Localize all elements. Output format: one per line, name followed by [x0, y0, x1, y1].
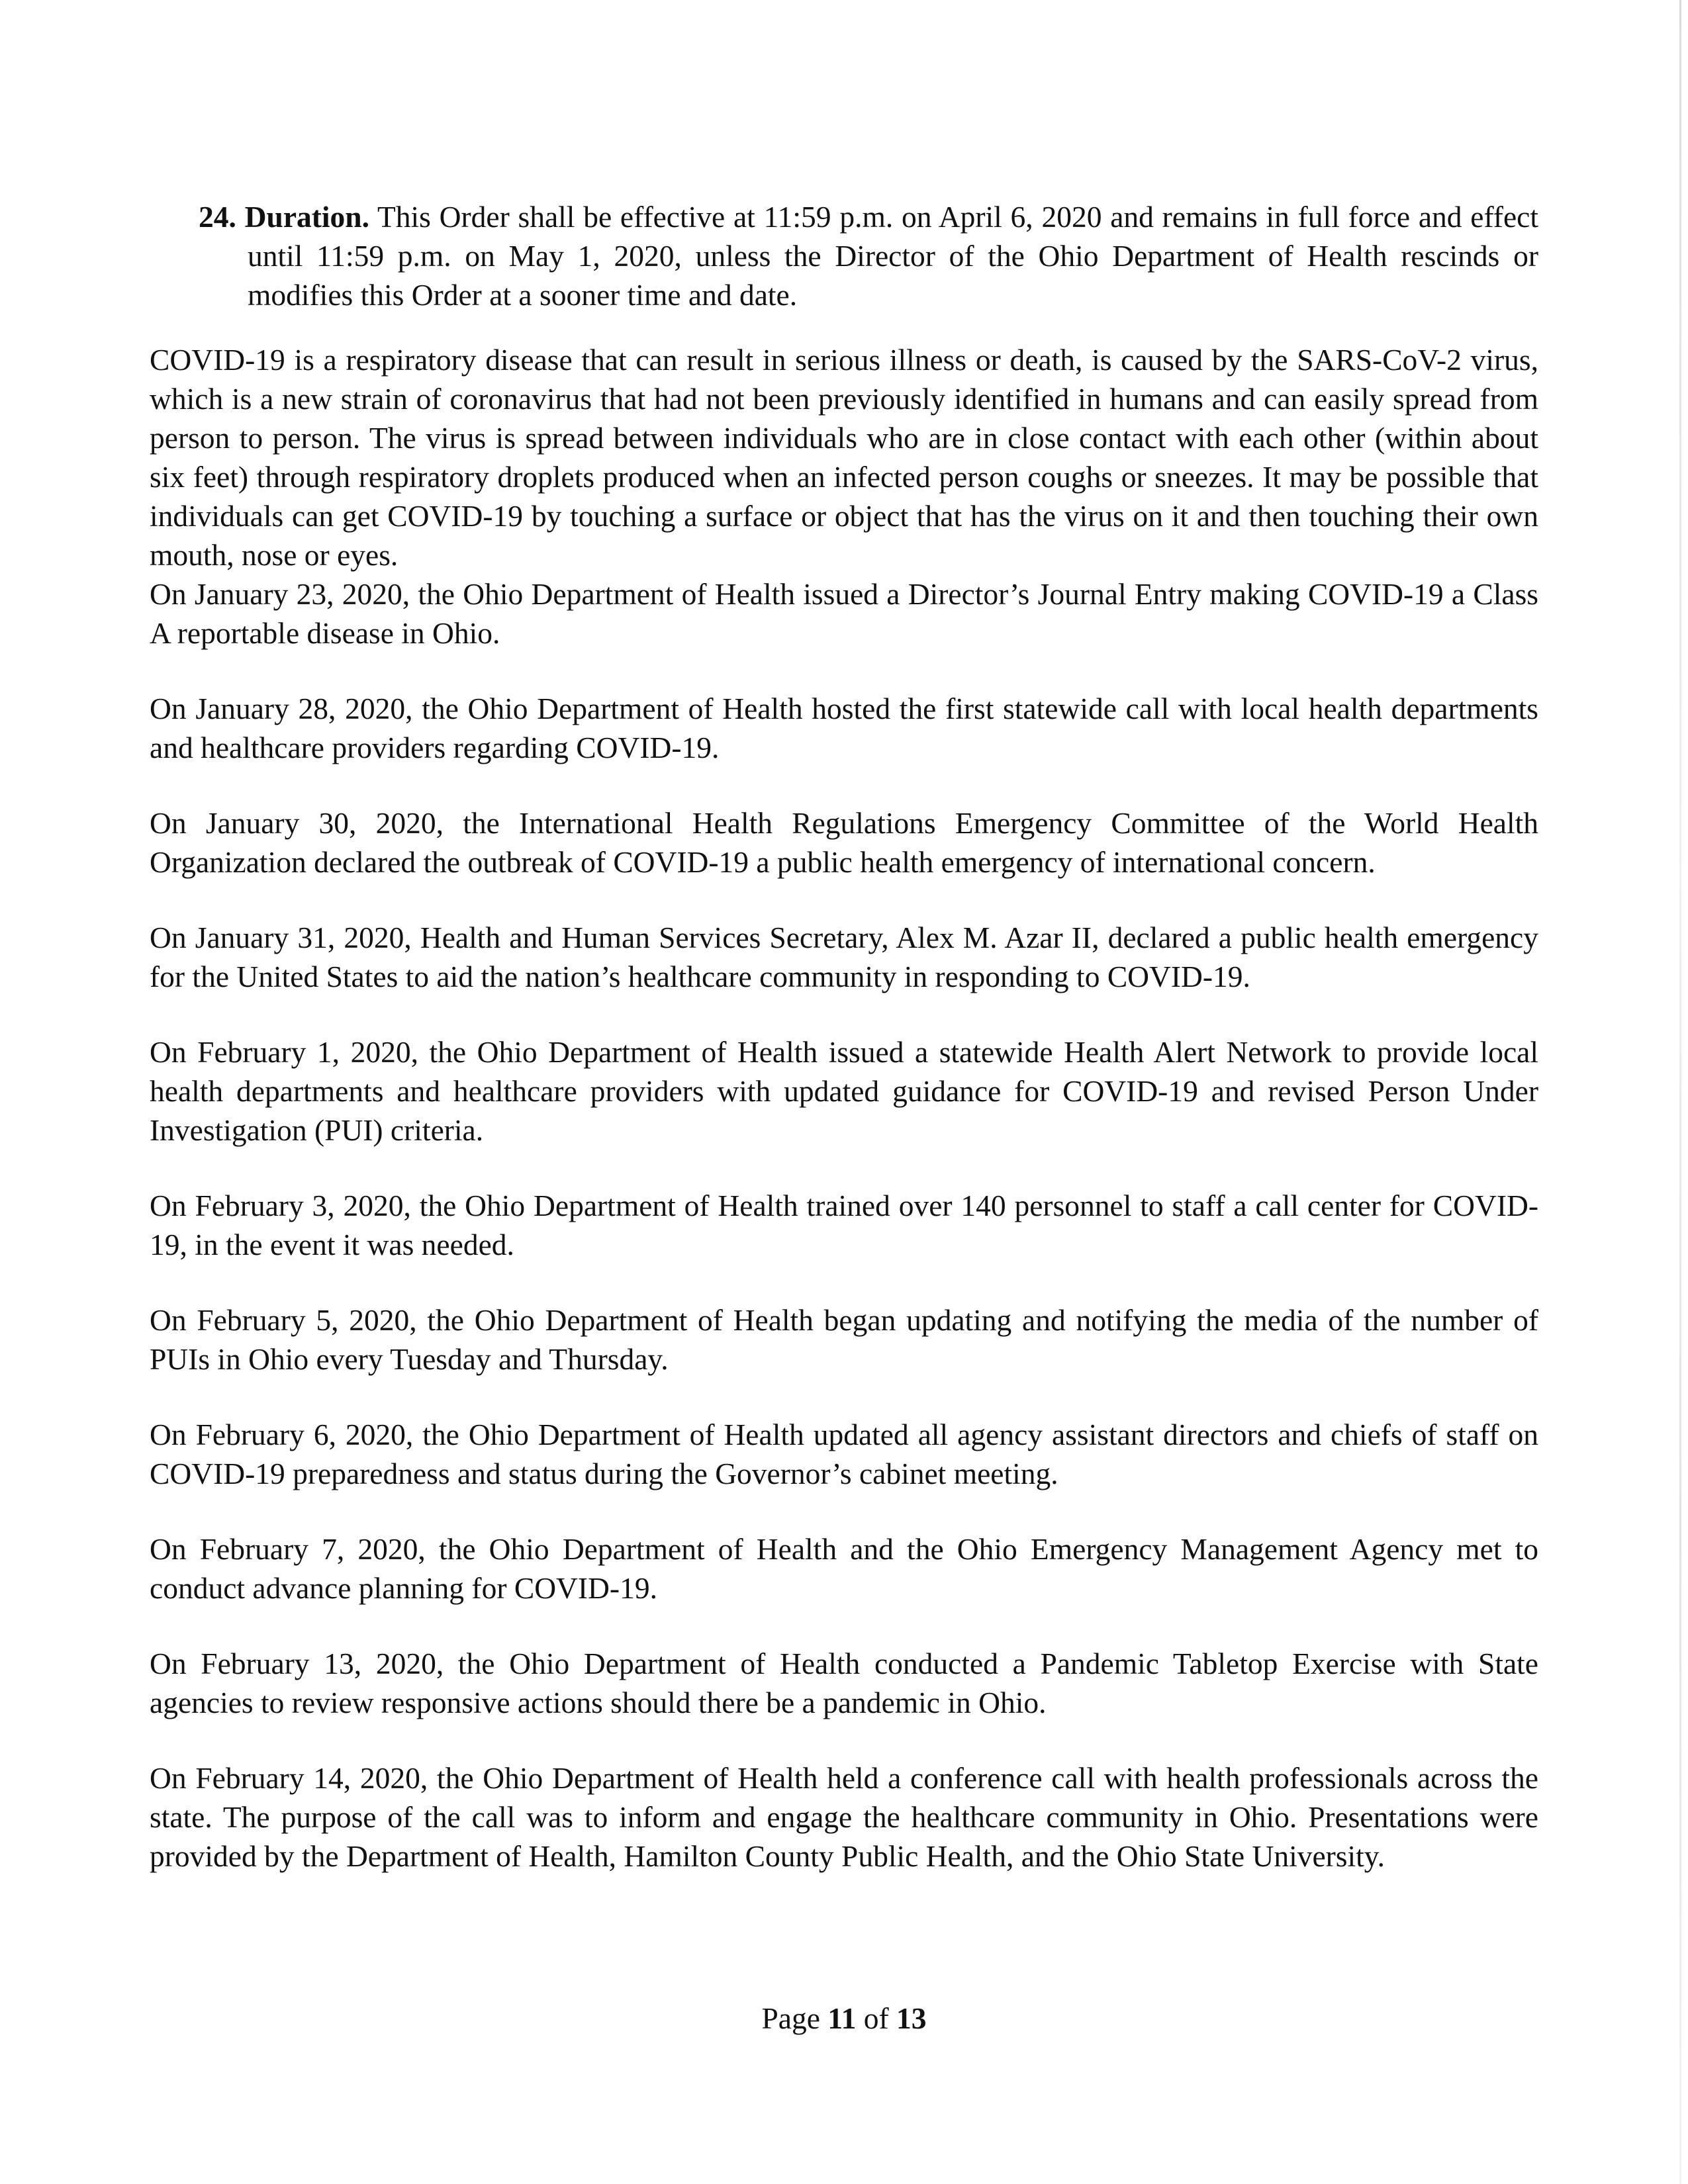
- paragraph-feb-5: On February 5, 2020, the Ohio Department of Health began updating and notifying the media of the number of PUIs in Ohio every Tuesday and Thursday.: [150, 1303, 1538, 1376]
- paragraph-jan-31: On January 31, 2020, Health and Human Services Secretary, Alex M. Azar II, declared a public health emergency for the United States to aid the nation’s healthcare community in responding to COVID-19.: [150, 921, 1538, 993]
- paragraph-feb-3: On February 3, 2020, the Ohio Department of Health trained over 140 personnel to staff a call center for COVID-19, in the event it was needed.: [150, 1189, 1538, 1261]
- paragraph-jan-23: On January 23, 2020, the Ohio Department of Health issued a Director’s Journal Entry making COVID-19 a Class A reportable disease in Ohio.: [150, 577, 1538, 650]
- paragraph-feb-13: On February 13, 2020, the Ohio Department of Health conducted a Pandemic Tabletop Exercise with State agencies to review responsive actions should there be a pandemic in Ohio.: [150, 1647, 1538, 1719]
- page-label: Page: [761, 2001, 820, 2035]
- paragraph-covid-description: COVID-19 is a respiratory disease that can result in serious illness or death, is caused by the SARS-CoV-2 virus, which is a new strain of coronavirus that had not been previously identified in humans and can easily spread from person to person. The virus is spread between individuals who are in close contact with each other (within about six feet) through respiratory droplets produced when an infected person coughs or sneezes. It may be possible that individuals can get COVID-19 by touching a surface or object that has the virus on it and then touching their own mouth, nose or eyes.: [150, 343, 1538, 572]
- total-pages-number: 13: [896, 2001, 927, 2035]
- item-text: This Order shall be effective at 11:59 p.m. on April 6, 2020 and remains in full force and effect until 11:59 p.m. on May 1, 2020, unless the Director of the Ohio Department of Health rescinds or modifies this Order at a sooner time and date.: [248, 200, 1538, 312]
- scan-edge-shadow: [1679, 0, 1681, 2184]
- paragraph-feb-7: On February 7, 2020, the Ohio Department of Health and the Ohio Emergency Management Agency met to conduct advance planning for COVID-19.: [150, 1532, 1538, 1605]
- paragraph-jan-28: On January 28, 2020, the Ohio Department of Health hosted the first statewide call with local health departments and healthcare providers regarding COVID-19.: [150, 692, 1538, 764]
- current-page-number: 11: [827, 2001, 857, 2035]
- paragraph-jan-30: On January 30, 2020, the International Health Regulations Emergency Committee of the World Health Organization declared the outbreak of COVID-19 a public health emergency of international concern.: [150, 806, 1538, 879]
- order-item-24: [199, 197, 1538, 314]
- paragraph-feb-1: On February 1, 2020, the Ohio Department of Health issued a statewide Health Alert Network to provide local health departments and healthcare providers with updated guidance for COVID-19 and revised Person Under Investigation (PUI) criteria.: [150, 1035, 1538, 1147]
- item-number: 24.: [199, 200, 236, 234]
- item-heading: Duration.: [244, 200, 369, 234]
- page-number-footer: [0, 1999, 1688, 2038]
- page-of-label: of: [863, 2001, 889, 2035]
- paragraph-feb-6: On February 6, 2020, the Ohio Department of Health updated all agency assistant directors and chiefs of staff on COVID-19 preparedness and status during the Governor’s cabinet meeting.: [150, 1418, 1538, 1490]
- paragraph-feb-14: On February 14, 2020, the Ohio Department of Health held a conference call with health professionals across the state. The purpose of the call was to inform and engage the healthcare community in Ohio. Presentations were provided by the Department of Health, Hamilton County Public Health, and the Ohio State University.: [150, 1761, 1538, 1873]
